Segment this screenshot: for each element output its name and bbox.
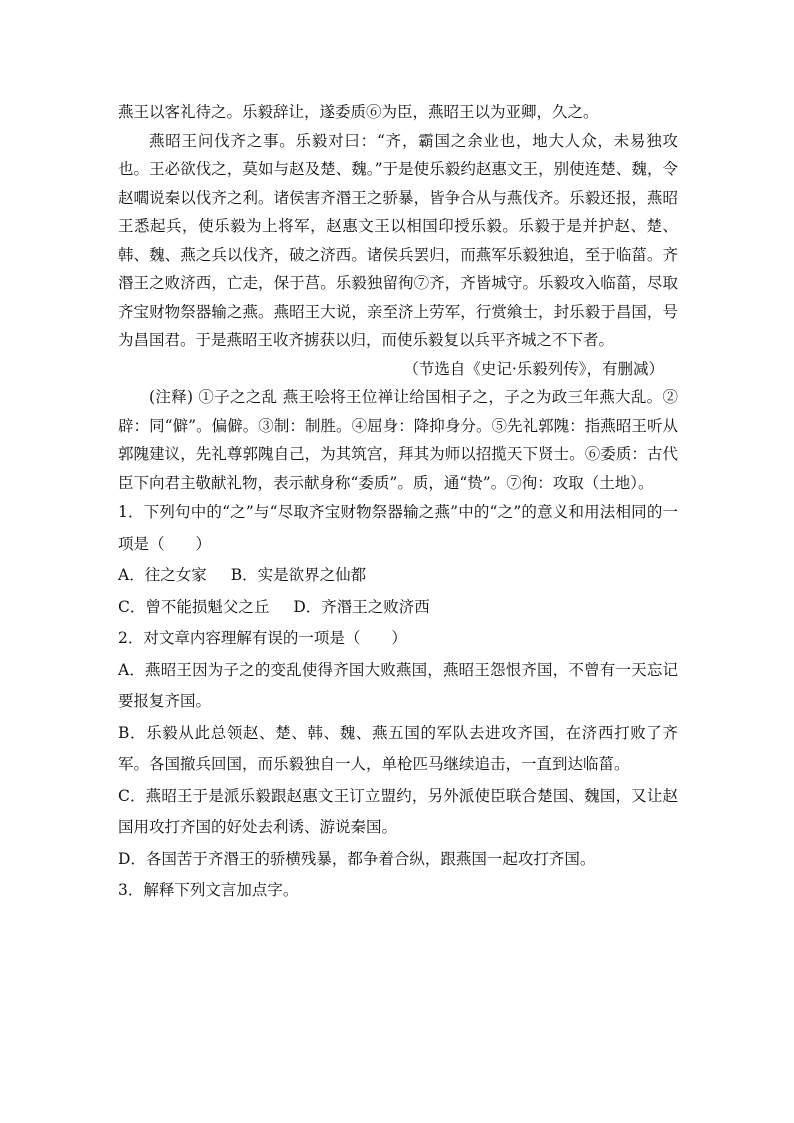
passage-source: （节选自《史记·乐毅列传》，有删减） <box>403 359 664 378</box>
question-2-stem: 2．对文章内容理解有误的一项是（ ） <box>118 629 407 647</box>
question-2-option-c: C．燕昭王于是派乐毅跟赵惠文王订立盟约，另外派使臣联合楚国、魏国，又让赵国用攻打齐国的好处去利诱、游说秦国。 <box>118 786 678 836</box>
question-1-option-c: C．曾不能损魁父之丘 <box>118 597 270 616</box>
passage-notes: (注释) ①子之之乱 燕王哙将王位禅让给国相子之，子之为政三年燕大乱。②辟：同“僻”。偏僻。③制：制胜。④屈身：降抑身分。⑤先礼郭隗：指燕昭王听从郭隗建议，先礼尊郭隗自己，为其筑宫，拜其为师以招揽天下贤士。⑥委质：古代臣下向君主敬献礼物，表示献身称“委质”。质，通“贽”。⑦徇：攻取（土地）。 <box>118 388 678 492</box>
question-2-option-d: D．各国苦于齐湣王的骄横残暴，都争着合纵，跟燕国一起攻打齐国。 <box>118 849 596 868</box>
question-1-option-b: B．实是欲界之仙都 <box>230 566 367 584</box>
question-3-stem: 3．解释下列文言加点字。 <box>118 881 299 899</box>
passage-paragraph-1: 燕王以客礼待之。乐毅辞让，遂委质⑥为臣，燕昭王以为亚卿，久之。 <box>118 103 599 121</box>
question-2-option-a: A．燕昭王因为子之的变乱使得齐国大败燕国，燕昭王怨恨齐国，不曾有一天忘记要报复齐国。 <box>118 660 678 710</box>
question-1-stem: 1．下列句中的“之”与“尽取齐宝财物祭器输之燕”中的“之”的意义和用法相同的一项是（ ） <box>118 503 678 553</box>
question-1-option-a: A．往之女家 <box>118 566 207 584</box>
question-1-options-ab <box>118 560 678 592</box>
question-1-options-cd <box>118 592 678 624</box>
question-2-option-b: B．乐毅从此总领赵、楚、韩、魏、燕五国的军队去进攻齐国，在济西打败了齐军。各国撤兵回国，而乐毅独自一人，单枪匹马继续追击，一直到达临菑。 <box>118 723 678 773</box>
question-1-option-d: D．齐湣王之败济西 <box>293 597 430 616</box>
document-page <box>118 98 678 907</box>
passage-paragraph-2: 燕昭王问伐齐之事。乐毅对曰：“齐，霸国之余业也，地大人众，未易独攻也。王必欲伐之，莫如与赵及楚、魏。”于是使乐毅约赵惠文王，别使连楚、魏，令赵嚪说秦以伐齐之利。诸侯害齐湣王之骄暴，皆争合从与燕伐齐。乐毅还报，燕昭王悉起兵，使乐毅为上将军，赵惠文王以相国印授乐毅。乐毅于是并护赵、楚、韩、魏、燕之兵以伐齐，破之济西。诸侯兵罢归，而燕军乐毅独追，至于临菑。齐湣王之败济西，亡走，保于莒。乐毅独留徇⑦齐，齐皆城守。乐毅攻入临菑，尽取齐宝财物祭器输之燕。燕昭王大说，亲至济上劳军，行赏飨士，封乐毅于昌国，号为昌国君。于是燕昭王收齐掳获以归，而使乐毅复以兵平齐城之不下者。 <box>118 131 678 349</box>
